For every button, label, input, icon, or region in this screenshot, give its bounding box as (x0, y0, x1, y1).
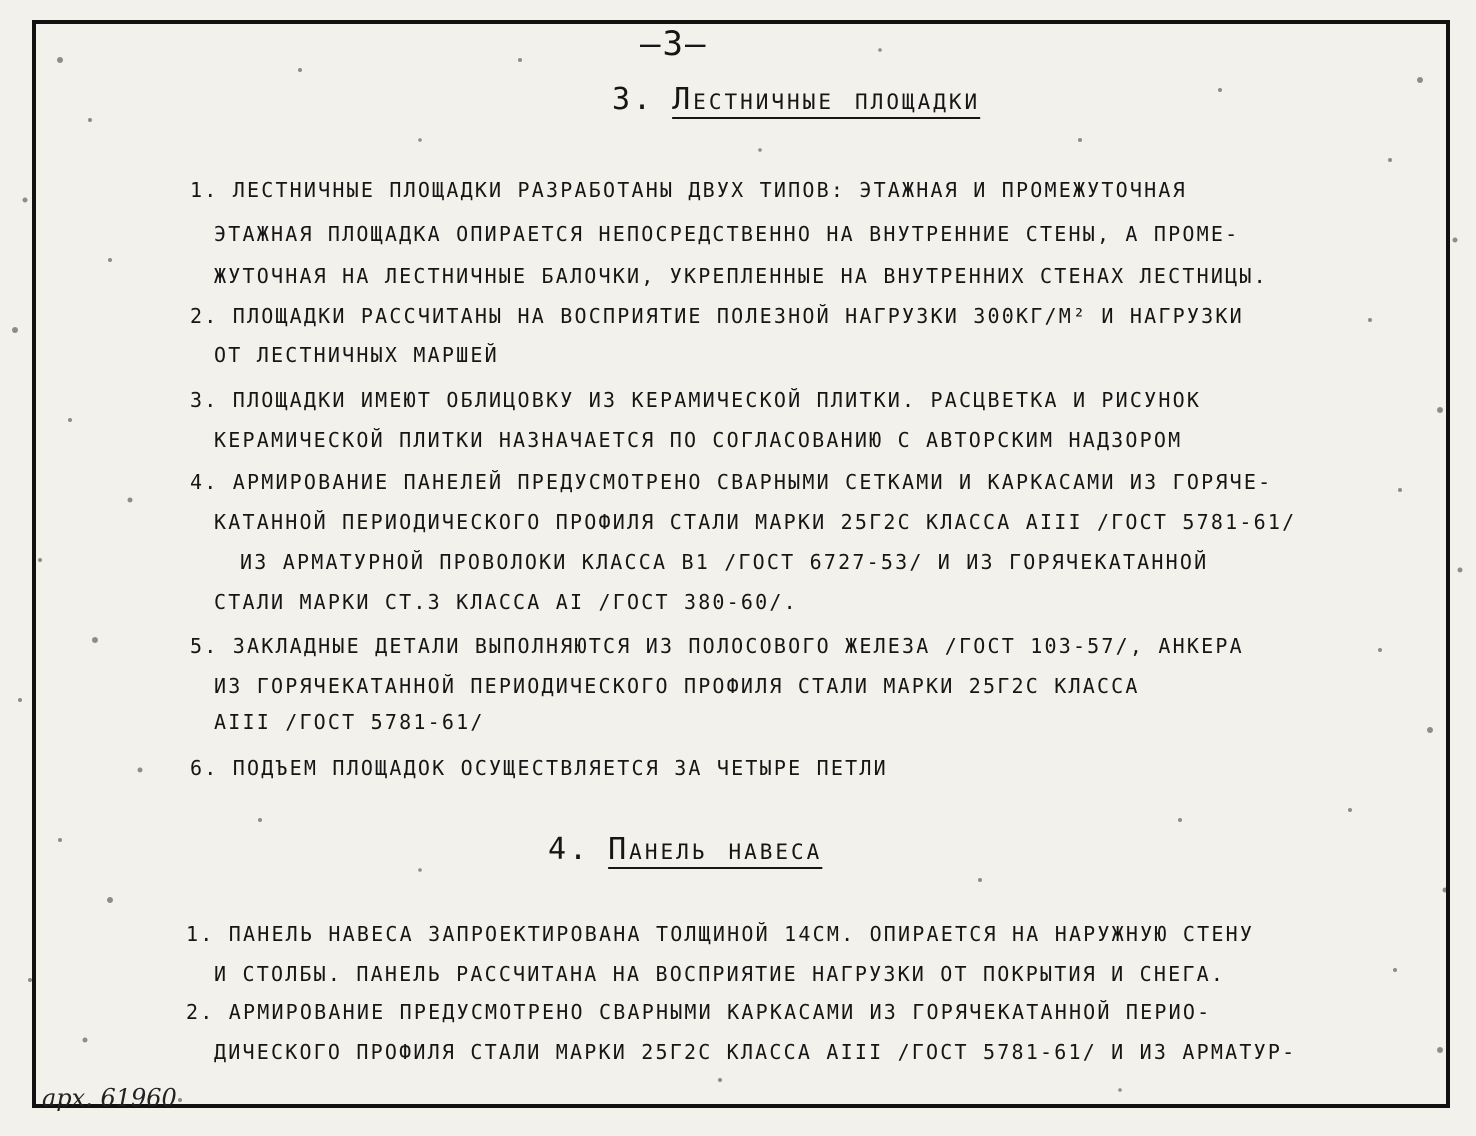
text-line: И СТОЛБЫ. ПАНЕЛЬ РАССЧИТАНА НА ВОСПРИЯТИЕ НАГРУЗКИ ОТ ПОКРЫТИЯ И СНЕГА. (214, 962, 1226, 986)
text-line: ИЗ ГОРЯЧЕКАТАННОЙ ПЕРИОДИЧЕСКОГО ПРОФИЛЯ СТАЛИ МАРКИ 25Г2С КЛАССА (214, 674, 1140, 698)
text-line: 1. ПАНЕЛЬ НАВЕСА ЗАПРОЕКТИРОВАНА ТОЛЩИНОЙ 14СМ. ОПИРАЕТСЯ НА НАРУЖНУЮ СТЕНУ (186, 922, 1255, 946)
text-line: АIII /ГОСТ 5781-61/ (214, 710, 485, 734)
section-3-heading (612, 82, 980, 117)
section-4-number: 4. (548, 832, 591, 867)
text-line: КЕРАМИЧЕСКОЙ ПЛИТКИ НАЗНАЧАЕТСЯ ПО СОГЛАСОВАНИЮ С АВТОРСКИМ НАДЗОРОМ (214, 428, 1183, 452)
text-line: КАТАННОЙ ПЕРИОДИЧЕСКОГО ПРОФИЛЯ СТАЛИ МАРКИ 25Г2С КЛАССА АIII /ГОСТ 5781-61/ (214, 510, 1297, 534)
archive-stamp: арх. 61960 (42, 1084, 177, 1112)
section-4-title: Панель навеса (608, 832, 823, 867)
text-line: 3. ПЛОЩАДКИ ИМЕЮТ ОБЛИЦОВКУ ИЗ КЕРАМИЧЕСКОЙ ПЛИТКИ. РАСЦВЕТКА И РИСУНОК (190, 388, 1202, 412)
text-line: ИЗ АРМАТУРНОЙ ПРОВОЛОКИ КЛАССА В1 /ГОСТ 6727-53/ И ИЗ ГОРЯЧЕКАТАННОЙ (240, 550, 1209, 574)
section-4-heading (548, 832, 822, 867)
text-line: ОТ ЛЕСТНИЧНЫХ МАРШЕЙ (214, 343, 499, 367)
text-line: 2. АРМИРОВАНИЕ ПРЕДУСМОТРЕНО СВАРНЫМИ КАРКАСАМИ ИЗ ГОРЯЧЕКАТАННОЙ ПЕРИО- (186, 1000, 1212, 1024)
text-line: 1. ЛЕСТНИЧНЫЕ ПЛОЩАДКИ РАЗРАБОТАНЫ ДВУХ ТИПОВ: ЭТАЖНАЯ И ПРОМЕЖУТОЧНАЯ (190, 178, 1187, 202)
page-number: —3— (640, 24, 708, 64)
text-line: ЖУТОЧНАЯ НА ЛЕСТНИЧНЫЕ БАЛОЧКИ, УКРЕПЛЕННЫЕ НА ВНУТРЕННИХ СТЕНАХ ЛЕСТНИЦЫ. (214, 264, 1268, 288)
section-3-number: 3. (612, 82, 655, 117)
text-line: СТАЛИ МАРКИ СТ.3 КЛАССА АI /ГОСТ 380-60/. (214, 590, 798, 614)
section-3-title: Лестничные площадки (672, 82, 981, 117)
text-line: 4. АРМИРОВАНИЕ ПАНЕЛЕЙ ПРЕДУСМОТРЕНО СВАРНЫМИ СЕТКАМИ И КАРКАСАМИ ИЗ ГОРЯЧЕ- (190, 470, 1273, 494)
text-line: 5. ЗАКЛАДНЫЕ ДЕТАЛИ ВЫПОЛНЯЮТСЯ ИЗ ПОЛОСОВОГО ЖЕЛЕЗА /ГОСТ 103-57/, АНКЕРА (190, 634, 1244, 658)
text-line: 6. ПОДЪЕМ ПЛОЩАДОК ОСУЩЕСТВЛЯЕТСЯ ЗА ЧЕТЫРЕ ПЕТЛИ (190, 756, 888, 780)
text-line: 2. ПЛОЩАДКИ РАССЧИТАНЫ НА ВОСПРИЯТИЕ ПОЛЕЗНОЙ НАГРУЗКИ 300КГ/М² И НАГРУЗКИ (190, 304, 1244, 328)
text-line: ДИЧЕСКОГО ПРОФИЛЯ СТАЛИ МАРКИ 25Г2С КЛАССА АIII /ГОСТ 5781-61/ И ИЗ АРМАТУР- (214, 1040, 1297, 1064)
text-line: ЭТАЖНАЯ ПЛОЩАДКА ОПИРАЕТСЯ НЕПОСРЕДСТВЕННО НА ВНУТРЕННИЕ СТЕНЫ, А ПРОМЕ- (214, 222, 1240, 246)
